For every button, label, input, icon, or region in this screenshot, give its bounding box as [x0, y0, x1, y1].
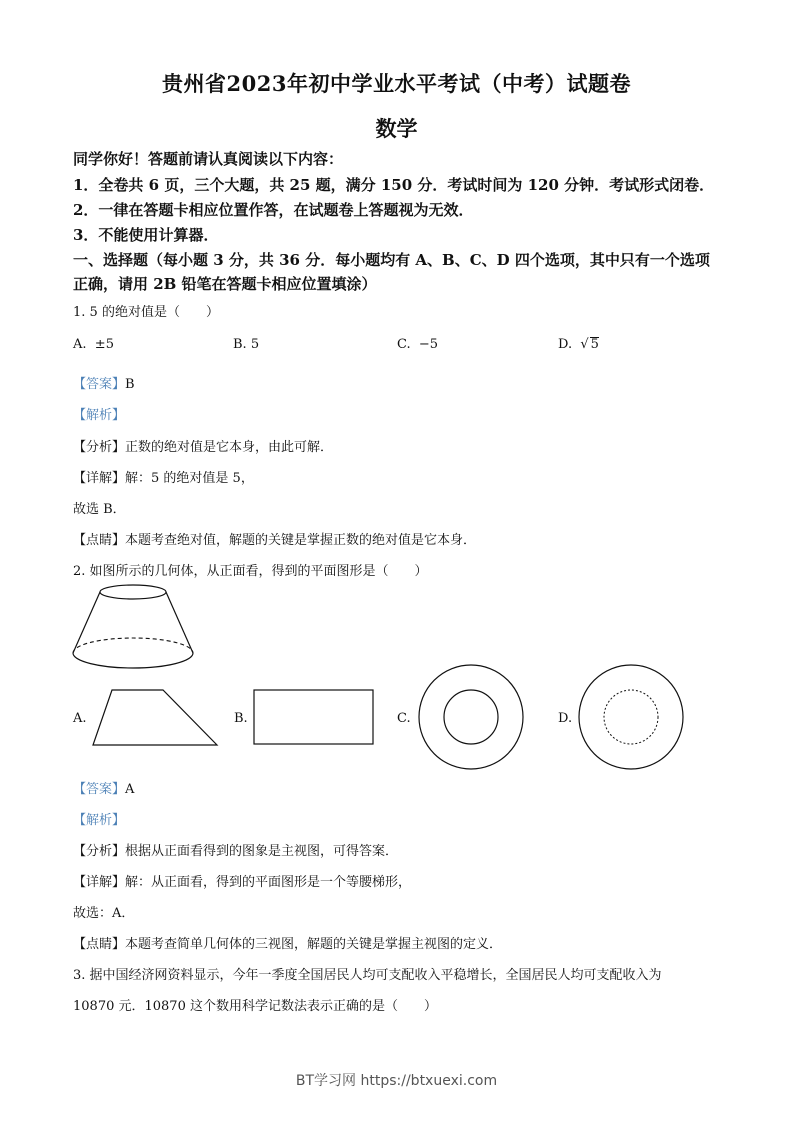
- instruction-item: 3．不能使用计算器．: [73, 226, 219, 244]
- q2-dianjing: 【点睛】本题考查简单几何体的三视图，解题的关键是掌握主视图的定义．: [73, 937, 503, 952]
- q1-conclusion: 故选 B．: [73, 502, 126, 517]
- instructions-greeting: 同学你好！答题前请认真阅读以下内容：: [73, 150, 344, 168]
- q1-option-a: A. ±5: [73, 337, 114, 352]
- q2-xiangjie: 【详解】解：从正面看，得到的平面图形是一个等腰梯形，: [73, 875, 412, 890]
- q1-xiangjie: 【详解】解：5 的绝对值是 5，: [73, 471, 254, 486]
- subject-title: 数学: [375, 116, 418, 141]
- rectangle-icon: [253, 689, 375, 747]
- question-3-stem-cont: 10870 元．10870 这个数用科学记数法表示正确的是（ ）: [73, 999, 437, 1014]
- page-title: 贵州省2023年初中学业水平考试（中考）试题卷: [162, 71, 631, 96]
- q1-analysis-label: 【解析】: [73, 408, 126, 423]
- q2-conclusion: 故选：A．: [73, 906, 135, 921]
- sqrt-icon: √: [580, 337, 589, 352]
- trapezoid-icon: [92, 689, 220, 747]
- q1-option-d: D. √ 5: [558, 337, 599, 352]
- instruction-item: 1．全卷共 6 页，三个大题，共 25 题，满分 150 分．考试时间为 120 分钟．考试形式闭卷．: [73, 176, 715, 194]
- question-2-stem: 2. 如图所示的几何体，从正面看，得到的平面图形是（ ）: [73, 564, 428, 579]
- section-heading: 一、选择题（每小题 3 分，共 36 分．每小题均有 A、B、C、D 四个选项，其中只有一个选项: [73, 251, 710, 269]
- q2-option-d-label: D.: [558, 711, 573, 726]
- footer-watermark: BT学习网 https://btxuexi.com: [295, 1073, 498, 1089]
- q1-answer: 【答案】B: [73, 377, 135, 392]
- q2-option-a-label: A.: [73, 711, 87, 726]
- q1-option-c: C. −5: [397, 337, 439, 352]
- question-1-stem: 1. 5 的绝对值是（ ）: [73, 305, 219, 320]
- q2-option-c-label: C.: [397, 711, 411, 726]
- concentric-circles-dashed-icon: [578, 664, 686, 772]
- q2-answer: 【答案】A: [73, 782, 135, 797]
- q2-fenxi: 【分析】根据从正面看得到的图象是主视图，可得答案．: [73, 844, 399, 859]
- frustum-icon: [70, 583, 200, 668]
- q1-option-b: B. 5: [233, 337, 260, 352]
- q1-dianjing: 【点睛】本题考查绝对值，解题的关键是掌握正数的绝对值是它本身．: [73, 533, 477, 548]
- q2-option-b-label: B.: [234, 711, 248, 726]
- question-3-stem: 3. 据中国经济网资料显示，今年一季度全国居民人均可支配收入平稳增长，全国居民人均可支配收入为: [73, 968, 662, 983]
- q2-analysis-label: 【解析】: [73, 813, 126, 828]
- concentric-circles-icon: [418, 664, 526, 772]
- instruction-item: 2．一律在答题卡相应位置作答，在试题卷上答题视为无效．: [73, 201, 474, 219]
- section-heading-cont: 正确，请用 2B 铅笔在答题卡相应位置填涂）: [73, 275, 377, 293]
- q1-fenxi: 【分析】正数的绝对值是它本身，由此可解．: [73, 440, 334, 455]
